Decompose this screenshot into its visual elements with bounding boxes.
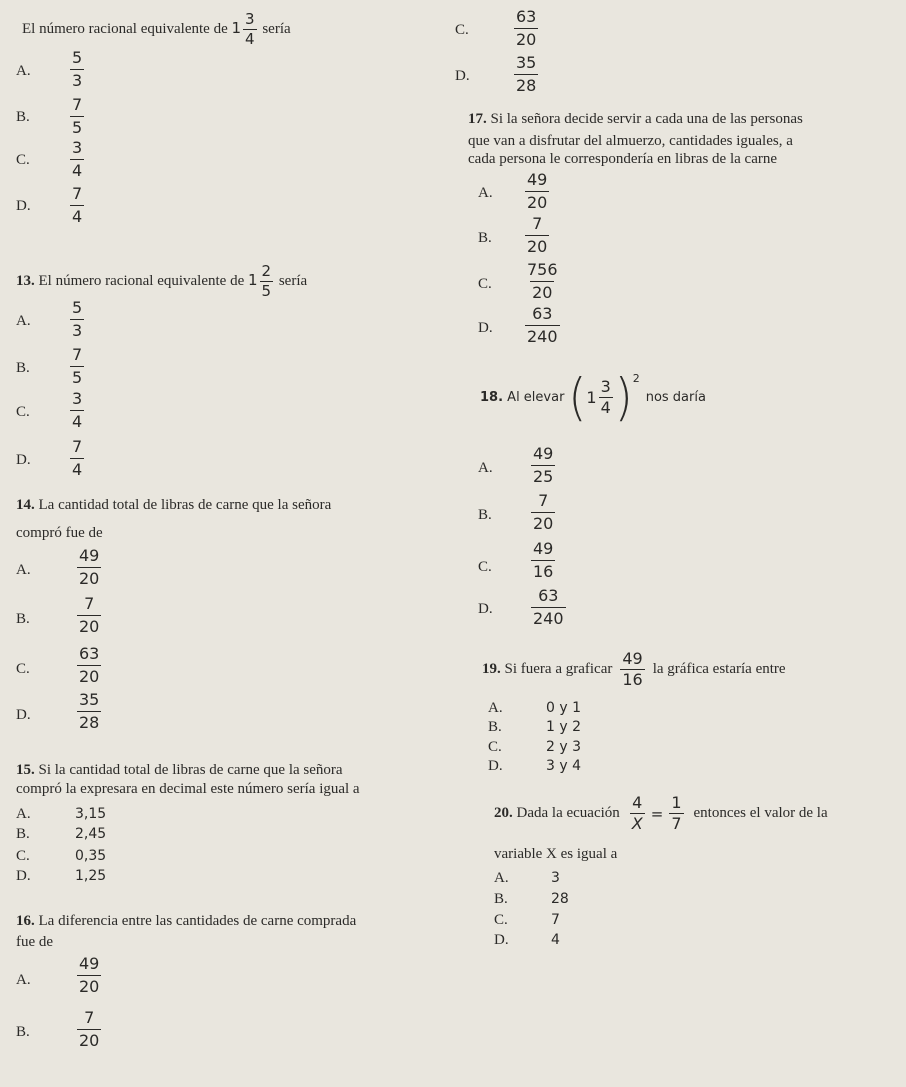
- option-label: B.: [478, 230, 492, 246]
- option-value: 3,15: [75, 806, 107, 822]
- question-17-number: 17.: [468, 111, 487, 127]
- option-label: B.: [16, 611, 30, 627]
- question-19-stem: [482, 651, 786, 688]
- option-fraction: $\frac{5}{3}$: [72, 48, 83, 90]
- question-17-text: Si la señora decide servir a cada una de las personas: [490, 111, 803, 127]
- question-12-stem: [22, 12, 291, 47]
- question-12-suffix: sería: [262, 20, 291, 37]
- option-fraction: $\frac{7}{4}$: [72, 184, 83, 226]
- question-20-number: 20.: [494, 805, 513, 821]
- option-label: A.: [16, 806, 31, 822]
- option-label: C.: [478, 559, 492, 575]
- question-13-suffix: sería: [278, 272, 308, 289]
- option-label: C.: [494, 912, 508, 928]
- option-label: A.: [16, 313, 31, 329]
- option-label: D.: [455, 68, 470, 84]
- question-19-suffix: la gráfica estaría entre: [652, 661, 786, 677]
- option-label: B.: [494, 891, 508, 907]
- option-label: D.: [16, 198, 31, 214]
- question-16-line1: [16, 913, 356, 930]
- question-13-prefix: El número racional equivalente de: [38, 272, 245, 289]
- question-18-prefix: Al elevar: [507, 389, 565, 405]
- option-label: C.: [478, 276, 492, 292]
- option-label: A.: [494, 870, 509, 886]
- option-value: 2 y 3: [546, 739, 581, 755]
- option-label: B.: [16, 109, 30, 125]
- question-15-line1: [16, 762, 343, 779]
- option-label: A.: [488, 700, 503, 716]
- option-label: A.: [16, 63, 31, 79]
- option-fraction: $\frac{7}{20}$: [79, 594, 100, 636]
- left-parenthesis-icon: (: [568, 367, 587, 427]
- question-14-text: La cantidad total de libras de carne que la señora: [38, 497, 332, 513]
- option-fraction: $\frac{7}{5}$: [72, 95, 83, 137]
- option-label: D.: [488, 758, 503, 774]
- question-14-line1: [16, 497, 331, 514]
- equation-left-fraction: $\frac{4}{X}$: [631, 793, 643, 833]
- option-fraction: $\frac{756}{20}$: [527, 260, 558, 302]
- option-label: C.: [455, 22, 469, 38]
- option-label: D.: [478, 601, 493, 617]
- question-15-text: Si la cantidad total de libras de carne que la señora: [38, 762, 343, 778]
- option-fraction: $\frac{3}{4}$: [72, 389, 83, 431]
- option-value: 1,25: [75, 868, 107, 884]
- question-17-line3: cada persona le correspondería en libras de la carne: [468, 151, 778, 167]
- option-fraction: $\frac{7}{20}$: [533, 491, 554, 533]
- mixed-number-fraction: 3 4: [600, 376, 611, 417]
- question-17-line2: que van a disfrutar del almuerzo, cantidades iguales, a: [468, 133, 793, 149]
- question-14-line2: compró fue de: [16, 525, 103, 541]
- question-17-line1: [468, 111, 803, 128]
- question-16-number: 16.: [16, 913, 35, 929]
- option-fraction: $\frac{49}{16}$: [533, 539, 554, 581]
- option-label: A.: [16, 562, 31, 578]
- option-fraction: $\frac{7}{20}$: [527, 214, 548, 256]
- option-label: D.: [16, 868, 31, 884]
- mixed-number-fraction: $\frac{2}{5}$: [261, 262, 272, 300]
- option-fraction: $\frac{49}{20}$: [527, 170, 548, 212]
- question-19-number: 19.: [482, 661, 501, 677]
- equation-right-fraction: $\frac{1}{7}$: [671, 793, 682, 833]
- option-fraction: $\frac{35}{28}$: [79, 690, 100, 732]
- option-fraction: $\frac{63}{240}$: [533, 586, 564, 628]
- option-label: D.: [16, 707, 31, 723]
- option-value: 1 y 2: [546, 719, 581, 735]
- option-label: D.: [16, 452, 31, 468]
- equals-sign: =: [650, 804, 664, 823]
- option-fraction: $\frac{63}{20}$: [516, 7, 537, 49]
- question-18-suffix: nos daría: [645, 389, 706, 405]
- question-16-text: La diferencia entre las cantidades de carne comprada: [38, 913, 357, 929]
- option-label: B.: [488, 719, 502, 735]
- question-20-stem: [494, 795, 828, 832]
- question-15-line2: compró la expresara en decimal este número sería igual a: [16, 781, 360, 797]
- option-fraction: $\frac{7}{5}$: [72, 345, 83, 387]
- option-fraction: $\frac{3}{4}$: [72, 138, 83, 180]
- option-fraction: $\frac{35}{28}$: [516, 53, 537, 95]
- question-13-number: 13.: [16, 272, 35, 289]
- mixed-number-whole: 1: [586, 387, 597, 407]
- option-label: A.: [478, 185, 493, 201]
- option-value: 3: [551, 870, 560, 886]
- option-fraction: $\frac{5}{3}$: [72, 298, 83, 340]
- option-label: C.: [16, 661, 30, 677]
- option-label: C.: [16, 404, 30, 420]
- question-20-suffix: entonces el valor de la: [693, 805, 828, 821]
- question-14-number: 14.: [16, 497, 35, 513]
- option-label: B.: [478, 507, 492, 523]
- question-19-prefix: Si fuera a graficar: [504, 661, 613, 677]
- option-label: C.: [16, 848, 30, 864]
- option-label: C.: [16, 152, 30, 168]
- question-20-prefix: Dada la ecuación: [516, 805, 620, 821]
- option-fraction: $\frac{63}{20}$: [79, 644, 100, 686]
- question-12-prefix: El número racional equivalente de: [22, 20, 228, 37]
- question-13-stem: [16, 264, 307, 299]
- mixed-number-whole: 1: [231, 18, 242, 37]
- mixed-number-fraction: $\frac{3}{4}$: [245, 10, 255, 48]
- option-fraction: $\frac{7}{20}$: [79, 1008, 100, 1050]
- mixed-number-whole: 1: [248, 270, 258, 289]
- question-18-lead: [480, 390, 564, 405]
- option-label: A.: [478, 460, 493, 476]
- option-fraction: $\frac{7}{4}$: [72, 437, 83, 479]
- exponent: 2: [632, 372, 640, 385]
- option-label: D.: [494, 932, 509, 948]
- right-parenthesis-icon: ): [614, 367, 633, 427]
- option-value: 0,35: [75, 848, 107, 864]
- question-16-line2: fue de: [16, 934, 54, 950]
- question-18-stem: [480, 367, 706, 427]
- option-fraction: $\frac{49}{25}$: [533, 444, 554, 486]
- question-15-number: 15.: [16, 762, 35, 778]
- option-fraction: $\frac{63}{240}$: [527, 304, 558, 346]
- option-label: A.: [16, 972, 31, 988]
- option-label: B.: [16, 1024, 30, 1040]
- option-fraction: $\frac{49}{20}$: [79, 954, 100, 996]
- option-label: D.: [478, 320, 493, 336]
- option-value: 28: [551, 891, 569, 907]
- question-19-fraction: 49 16: [622, 649, 643, 689]
- option-fraction: $\frac{49}{20}$: [79, 546, 100, 588]
- question-20-line2: variable X es igual a: [494, 846, 618, 862]
- option-value: 2,45: [75, 826, 107, 842]
- option-value: 4: [551, 932, 560, 948]
- option-value: 0 y 1: [546, 700, 581, 716]
- question-18-number: 18.: [480, 389, 504, 405]
- option-value: 3 y 4: [546, 758, 581, 774]
- option-value: 7: [551, 912, 560, 928]
- option-label: C.: [488, 739, 502, 755]
- option-label: B.: [16, 360, 30, 376]
- option-label: B.: [16, 826, 30, 842]
